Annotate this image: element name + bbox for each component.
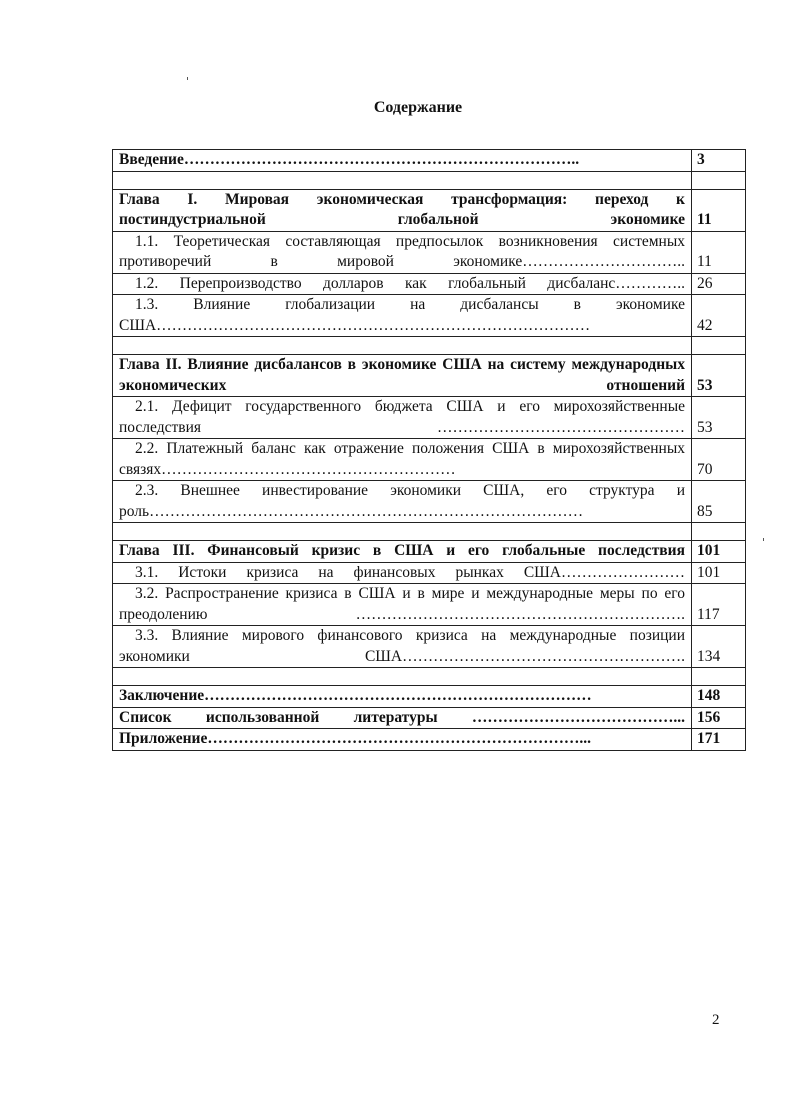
scan-speck bbox=[763, 538, 764, 541]
toc-entry-title: 2.3. Внешнее инвестирование экономики США, его структура и роль………………………………………………………………………… bbox=[113, 481, 692, 523]
toc-chapter-row bbox=[113, 150, 746, 172]
toc-entry-title: 2.2. Платежный баланс как отражение положения США в мирохозяйственных связях………………………………………………… bbox=[113, 439, 692, 481]
toc-title: Содержание bbox=[373, 99, 463, 116]
toc-entry-page: 85 bbox=[692, 481, 746, 523]
toc-spacer-cell bbox=[692, 668, 746, 686]
toc-entry-title: Список использованной литературы …………………………………... bbox=[113, 707, 692, 729]
toc-spacer-row bbox=[113, 337, 746, 355]
toc-chapter-row bbox=[113, 686, 746, 708]
toc-entry-title: 3.1. Истоки кризиса на финансовых рынках США…………………… bbox=[113, 562, 692, 584]
toc-spacer-row bbox=[113, 523, 746, 541]
page-number: 2 bbox=[712, 1012, 720, 1028]
toc-section-row bbox=[113, 584, 746, 626]
toc-entry-page: 53 bbox=[692, 355, 746, 397]
toc-entry-page: 117 bbox=[692, 584, 746, 626]
toc-entry-title: 2.1. Дефицит государственного бюджета США и его мирохозяйственные последствия ………………………………………… bbox=[113, 397, 692, 439]
scan-speck bbox=[187, 77, 188, 80]
toc-entry-title: 1.1. Теоретическая составляющая предпосылок возникновения системных противоречий в мировой экономике………………………….. bbox=[113, 231, 692, 273]
toc-spacer-cell bbox=[113, 171, 692, 189]
toc-entry-page: 42 bbox=[692, 295, 746, 337]
toc-entry-page: 156 bbox=[692, 707, 746, 729]
toc-entry-title: 3.2. Распространение кризиса в США и в мире и международные меры по его преодолению ………………………………………………………. bbox=[113, 584, 692, 626]
toc-spacer-row bbox=[113, 668, 746, 686]
toc-body bbox=[113, 150, 746, 751]
toc-spacer-cell bbox=[113, 668, 692, 686]
toc-entry-page: 101 bbox=[692, 562, 746, 584]
toc-entry-title: Введение………………………………………………………………….. bbox=[113, 150, 692, 172]
toc-spacer-cell bbox=[692, 337, 746, 355]
toc-entry-title: Глава II. Влияние дисбалансов в экономике США на систему международных экономических отношений bbox=[113, 355, 692, 397]
toc-entry-page: 3 bbox=[692, 150, 746, 172]
toc-entry-title: Глава I. Мировая экономическая трансформация: переход к постиндустриальной глобальной экономике bbox=[113, 189, 692, 231]
toc-entry-title: 3.3. Влияние мирового финансового кризиса на международные позиции экономики США………………………………………………. bbox=[113, 626, 692, 668]
toc-spacer-row bbox=[113, 171, 746, 189]
toc-section-row bbox=[113, 397, 746, 439]
toc-entry-title: Приложение………………………………………………………………... bbox=[113, 729, 692, 751]
toc-entry-page: 11 bbox=[692, 231, 746, 273]
toc-chapter-row bbox=[113, 189, 746, 231]
toc-chapter-row bbox=[113, 541, 746, 563]
toc-section-row bbox=[113, 273, 746, 295]
toc-entry-page: 70 bbox=[692, 439, 746, 481]
toc-entry-page: 53 bbox=[692, 397, 746, 439]
toc-chapter-row bbox=[113, 355, 746, 397]
toc-entry-title: Заключение………………………………………………………………… bbox=[113, 686, 692, 708]
toc-chapter-row bbox=[113, 729, 746, 751]
toc-chapter-row bbox=[113, 707, 746, 729]
toc-section-row bbox=[113, 231, 746, 273]
toc-section-row bbox=[113, 295, 746, 337]
table-of-contents bbox=[112, 149, 746, 751]
toc-section-row bbox=[113, 439, 746, 481]
toc-entry-page: 148 bbox=[692, 686, 746, 708]
toc-spacer-cell bbox=[692, 171, 746, 189]
toc-entry-title: Глава III. Финансовый кризис в США и его глобальные последствия bbox=[113, 541, 692, 563]
toc-spacer-cell bbox=[692, 523, 746, 541]
toc-spacer-cell bbox=[113, 337, 692, 355]
toc-entry-page: 26 bbox=[692, 273, 746, 295]
toc-entry-page: 11 bbox=[692, 189, 746, 231]
toc-entry-page: 134 bbox=[692, 626, 746, 668]
toc-entry-title: 1.3. Влияние глобализации на дисбалансы в экономике США………………………………………………………………………… bbox=[113, 295, 692, 337]
toc-spacer-cell bbox=[113, 523, 692, 541]
toc-entry-title: 1.2. Перепроизводство долларов как глобальный дисбаланс………….. bbox=[113, 273, 692, 295]
toc-section-row bbox=[113, 626, 746, 668]
toc-entry-page: 101 bbox=[692, 541, 746, 563]
toc-section-row bbox=[113, 481, 746, 523]
toc-entry-page: 171 bbox=[692, 729, 746, 751]
toc-section-row bbox=[113, 562, 746, 584]
